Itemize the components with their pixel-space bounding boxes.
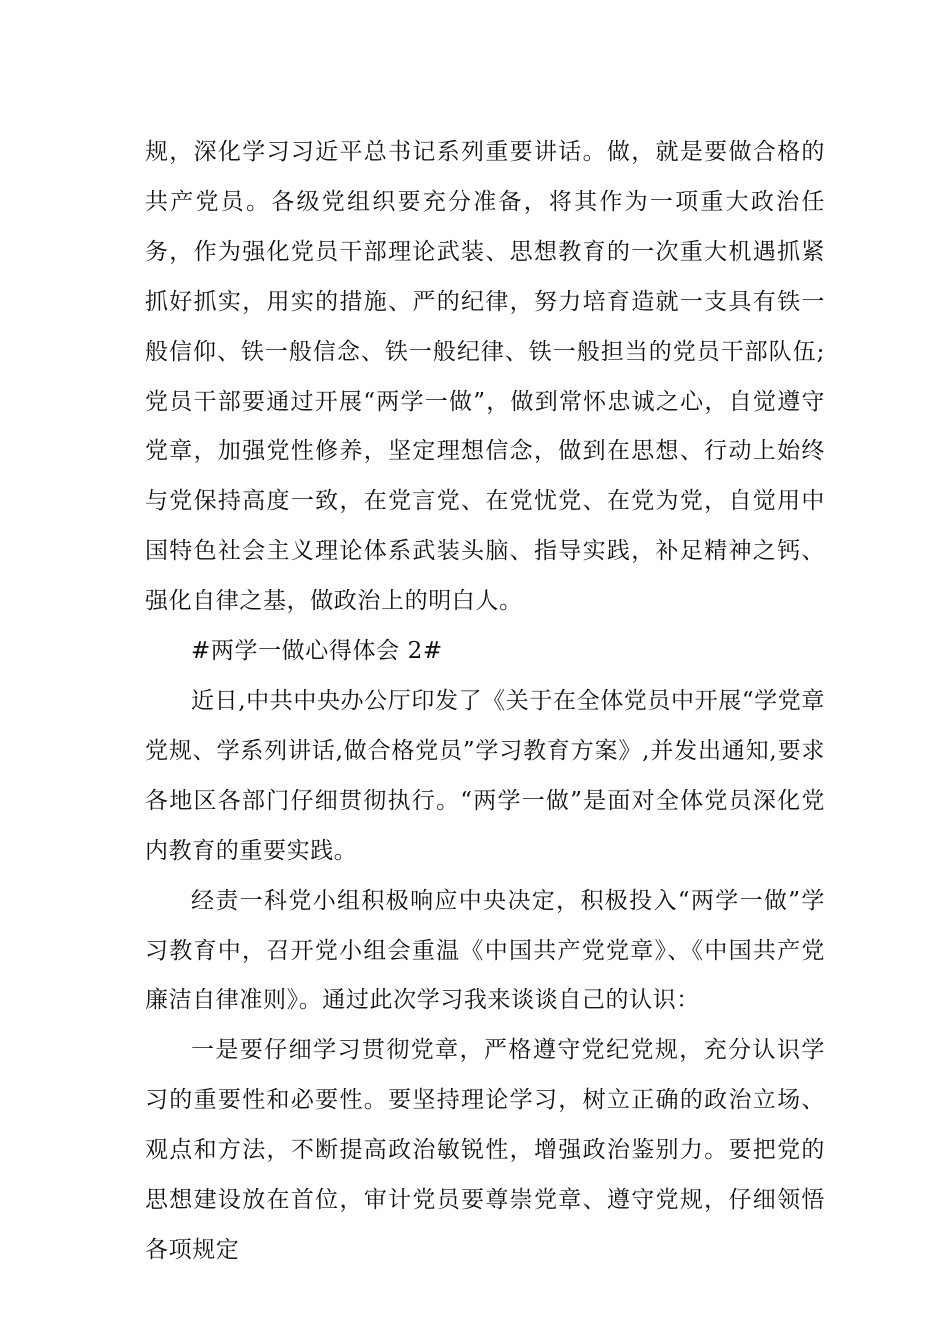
paragraph-point-one: 一是要仔细学习贯彻党章，严格遵守党纪党规，充分认识学习的重要性和必要性。要坚持理论学习，树立正确的政治立场、观点和方法，不断提高政治敏锐性，增强政治鉴别力。要把党的思想建设放在首位，审计党员要尊崇党章、遵守党规，仔细领悟各项规定 — [145, 1037, 825, 1263]
document-body — [145, 128, 825, 1276]
paragraph-group-study: 经责一科党小组积极响应中央决定，积极投入“两学一做”学习教育中，召开党小组会重温《中国共产党党章》、《中国共产党廉洁自律准则》。通过此次学习我来谈谈自己的认识： — [145, 887, 825, 1014]
paragraph-intro: 近日,中共中央办公厅印发了《关于在全体党员中开展“学党章党规、学系列讲话,做合格党员”学习教育方案》,并发出通知,要求各地区各部门仔细贯彻执行。“两学一做”是面对全体党员深化党内教育的重要实践。 — [145, 687, 825, 864]
section-heading: #两学一做心得体会 2# — [191, 638, 443, 665]
paragraph-continuation: 规，深化学习习近平总书记系列重要讲话。做，就是要做合格的共产党员。各级党组织要充分准备，将其作为一项重大政治任务，作为强化党员干部理论武装、思想教育的一次重大机遇抓紧抓好抓实，用实的措施、严的纪律，努力培育造就一支具有铁一般信仰、铁一般信念、铁一般纪律、铁一般担当的党员干部队伍;党员干部要通过开展“两学一做”，做到常怀忠诚之心，自觉遵守党章，加强党性修养，坚定理想信念，做到在思想、行动上始终与党保持高度一致，在党言党、在党忧党、在党为党，自觉用中国特色社会主义理论体系武装头脑、指导实践，补足精神之钙、强化自律之基，做政治上的明白人。 — [145, 139, 825, 615]
